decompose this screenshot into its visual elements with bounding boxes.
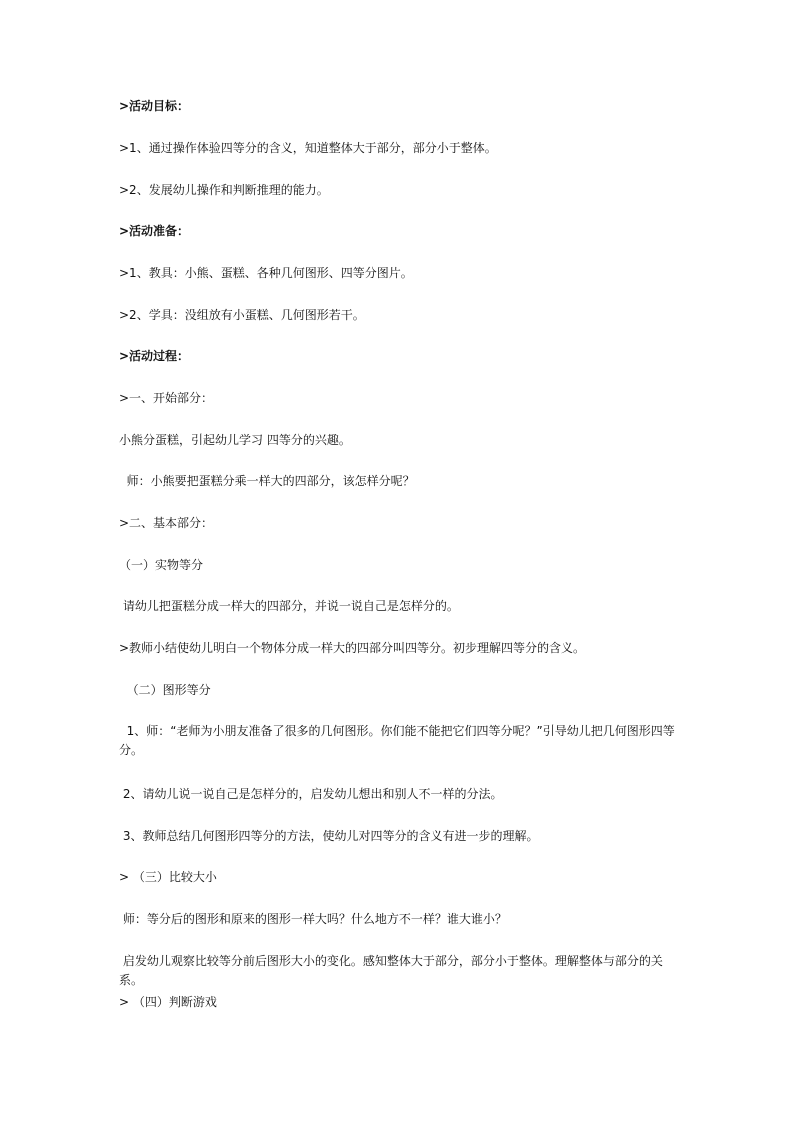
paragraph-compare-question: 师：等分后的图形和原来的图形一样大吗？什么地方不一样？谁大谁小？ xyxy=(119,912,507,926)
subsection-compare-size: > （三）比较大小 xyxy=(119,870,217,884)
section-basic: >二、基本部分： xyxy=(119,516,214,530)
preparation-item-2: >2、学具：没组放有小蛋糕、几何图形若干。 xyxy=(119,308,365,322)
heading-activity-goals: >活动目标： xyxy=(119,99,190,113)
paragraph-teacher-question: 师：小熊要把蛋糕分乘一样大的四部分，该怎样分呢？ xyxy=(119,474,415,488)
subsection-shape-division: （二）图形等分 xyxy=(119,683,211,697)
subsection-object-division: （一）实物等分 xyxy=(119,558,204,572)
subsection-judgment-game: > （四）判断游戏 xyxy=(119,995,217,1009)
goal-item-2: >2、发展幼儿操作和判断推理的能力。 xyxy=(119,183,329,197)
heading-activity-preparation: >活动准备： xyxy=(119,224,190,238)
paragraph-intro: 小熊分蛋糕，引起幼儿学习 四等分的兴趣。 xyxy=(119,433,351,447)
heading-activity-process: >活动过程： xyxy=(119,349,190,363)
goal-item-1: >1、通过操作体验四等分的含义，知道整体大于部分，部分小于整体。 xyxy=(119,141,497,155)
paragraph-shape-step-2: 2、请幼儿说一说自己是怎样分的，启发幼儿想出和别人不一样的分法。 xyxy=(119,787,503,801)
paragraph-cake-division: 请幼儿把蛋糕分成一样大的四部分，并说一说自己是怎样分的。 xyxy=(119,599,459,613)
paragraph-shape-step-3: 3、教师总结几何图形四等分的方法，使幼儿对四等分的含义有进一步的理解。 xyxy=(119,829,539,843)
paragraph-teacher-summary: >教师小结使幼儿明白一个物体分成一样大的四部分叫四等分。初步理解四等分的含义。 xyxy=(119,641,586,655)
paragraph-compare-guidance: 启发幼儿观察比较等分前后图形大小的变化。感知整体大于部分，部分小于整体。理解整体与部分的关系。 xyxy=(119,954,663,987)
preparation-item-1: >1、教具：小熊、蛋糕、各种几何图形、四等分图片。 xyxy=(119,266,413,280)
section-start: >一、开始部分： xyxy=(119,391,214,405)
paragraph-shape-step-1: 1、师：“老师为小朋友准备了很多的几何图形。你们能不能把它们四等分呢？”引导幼儿把几何图形四等分。 xyxy=(119,724,675,757)
